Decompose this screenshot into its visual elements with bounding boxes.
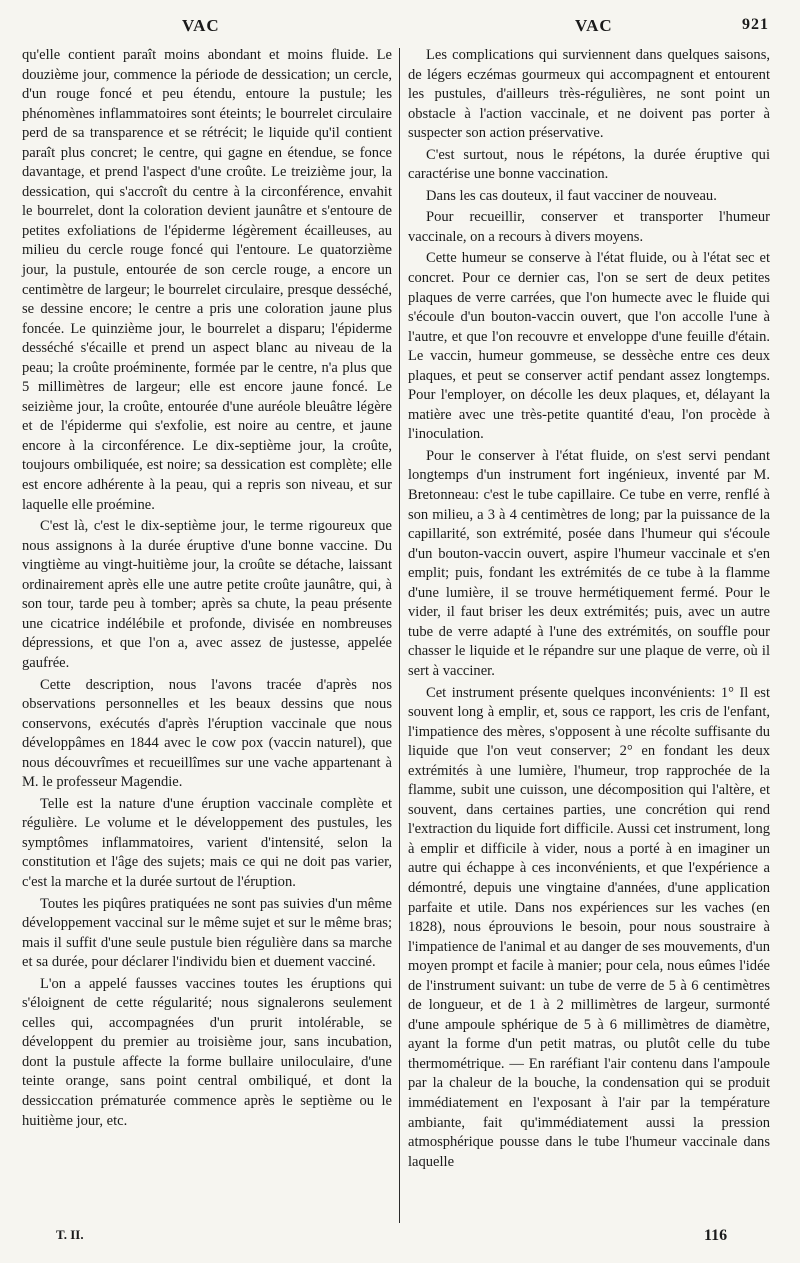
column-divider <box>399 48 400 1223</box>
paragraph: L'on a appelé fausses vaccines toutes les éruptions qui s'éloignent de cette régularité; nous signalerons seulement celles qui, accompagnées d'un prurit intolérable, se développent du premier au troisième jour, sans incubation, dont la pustule affecte la forme bullaire uniloculaire, d'une teinte orange, sans point central ombiliqué, et dont la dessiccation prématurée commence après le septième ou le huitième jour, etc. <box>22 975 392 1129</box>
page-number: 921 <box>742 16 769 33</box>
paragraph: Toutes les piqûres pratiquées ne sont pas suivies d'un même développement vaccinal sur le même sujet et sur le même bras; mais il suffit d'une seule pustule bien régulière dans sa marche et sa durée, pour déclarer l'individu bien et duement vacciné. <box>22 895 392 971</box>
paragraph: qu'elle contient paraît moins abondant et moins fluide. Le douzième jour, commence la période de dessication; un cercle, d'un rouge foncé et peu étendu, entoure la pustule; les phénomènes inflammatoires sont éteints; le bourrelet circulaire perd de sa transparence et se rétrécit; le liquide qu'il contient paraît plus concret; le centre, qui gagne en étendue, se fonce davantage, et prend l'aspect d'une croûte. Le treizième jour, la dessication, qui s'accroît du centre à la circonférence, envahit le bourrelet, dont la coloration devient jaunâtre et s'entoure de petites exfoliations de l'épiderme légèrement écailleuses, au milieu du cercle rouge foncé qui l'entoure. Le quatorzième jour, la pustule, entourée de son cercle rouge, a encore un centimètre de largeur; le bourrelet circulaire, presque desséché, se dessine encore; le centre a pris une coloration jaune plus foncée. Le quinzième jour, le bourrelet a disparu; l'épiderme desséché s'écaille et prend un aspect blanc au niveau de la peau; la croûte proéminente, formée par le centre, n'a plus que 5 millimètres de largeur; elle est encore jaune foncé. Le seizième jour, la croûte, entourée d'une auréole bleuâtre légère et de l'épiderme qui s'exfolie, est noire au centre, et jaune encore à la circonférence. Le dix-septième jour, la croûte, toujours ombiliquée, est noire; sa dessication est complète; elle est encore adhérente à la peau, qui a repris son niveau, et sur laquelle elle proémine. <box>22 47 392 513</box>
paragraph: Dans les cas douteux, il faut vacciner de nouveau. <box>426 187 717 204</box>
paragraph: Les complications qui surviennent dans quelques saisons, de légers eczémas gourmeux qui accompagnent et entourent les pustules, d'ailleurs très-régulières, ne sont point un obstacle à l'action vaccinale, et ne doivent pas porter à suspecter son action préservative. <box>408 47 770 142</box>
left-column <box>22 46 392 1131</box>
running-head-right: VAC <box>575 16 613 35</box>
paragraph: Pour le conserver à l'état fluide, on s'est servi pendant longtemps d'un instrument fort ingénieux, inventé par M. Bretonneau: c'est le tube capillaire. Ce tube en verre, renflé à son milieu, a 3 à 4 centimètres de long; par la puissance de la capillarité, son extrémité, posée dans l'humeur qui s'écoule d'un bouton-vaccin ouvert, aspire l'humeur vaccinale et s'en emplit; puis, fondant les extrémités de ce tube à la flamme d'une lumière, il se trouve hermétiquement fermé. Pour le vider, il faut briser les deux extrémités; puis, avec un autre tube de verre adapté à l'une des extrémités, on souffle pour chasser le liquide et le répandre sur une plaque de verre, où il sert à vacciner. <box>408 447 770 679</box>
running-head-left: VAC <box>182 16 220 35</box>
paragraph: Cet instrument présente quelques inconvénients: 1° Il est souvent long à emplir, et, sous ce rapport, les cris de l'enfant, l'impatience des mères, s'opposent à une récolte suffisante du liquide que l'on veut conserver; 2° en fondant les deux extrémités à une lumière, l'humeur, trop rapprochée de la flamme, subit une cuisson, une décomposition qui l'altère, et souvent, dans certaines parties, une concrétion qui rend l'extraction du liquide fort difficile. Aussi cet instrument, long à emplir et difficile à vider, nous a porté à en imaginer un autre qui échappe à ces inconvénients, et que l'expérience a démontré, depuis une vingtaine d'années, d'une application parfaite et utile. Dans nos expériences sur les vaches (en 1828), nous éprouvions le besoin, pour nous soustraire à l'impatience de l'animal et au danger de ses mouvements, d'un moyen prompt et facile à manier; pour cela, nous eûmes l'idée de l'instrument suivant: un tube de verre de 5 à 6 centimètres de longueur, et de 1 à 2 millimètres de largeur, surmonté d'une ampoule sphérique de 5 à 6 millimètres de diamètre, ayant la forme d'un petit matras, ou plutôt celle du tube thermométrique. — En raréfiant l'air contenu dans l'ampoule par la chaleur de la bouche, la condensation qui se produit immédiatement en l'exposant à l'air par la température ambiante, fait qu'immédiatement aussi la pression atmosphérique pousse dans le tube l'humeur vaccinale dans laquelle <box>408 684 770 1170</box>
right-column <box>408 46 770 1172</box>
paragraph: C'est surtout, nous le répétons, la durée éruptive qui caractérise une bonne vaccination. <box>408 146 770 183</box>
volume-mark: T. II. <box>56 1227 84 1242</box>
paragraph: Cette description, nous l'avons tracée d'après nos observations personnelles et les beaux dessins que nous conservons, exécutés d'après l'éruption vaccinale que nous développâmes en 1844 avec le cow pox (vaccin naturel), que nous découvrîmes et recueillîmes sur une vache appartenant à M. le professeur Magendie. <box>22 676 392 791</box>
paragraph: Telle est la nature d'une éruption vaccinale complète et régulière. Le volume et le développement des pustules, les symptômes inflammatoires, varient d'intensité, selon la constitution et l'âge des sujets; mais ce qui ne doit pas varier, c'est la marche et la durée surtout de l'éruption. <box>22 795 392 890</box>
paragraph: Cette humeur se conserve à l'état fluide, ou à l'état sec et concret. Pour ce dernier cas, l'on se sert de deux petites plaques de verre carrées, que l'on humecte avec le fluide qui s'écoule d'un bouton-vaccin ouvert, que l'on accolle l'une à l'autre, et que l'on recouvre et enveloppe d'une feuille d'étain. Le vaccin, humeur gommeuse, se dessèche entre ces deux plaques, et peut se conserver actif pendant assez longtemps. Pour l'employer, on décolle les deux plaques, et, délayant la matière avec une très-petite quantité d'eau, l'on procède à l'inoculation. <box>408 250 770 443</box>
paragraph: C'est là, c'est le dix-septième jour, le terme rigoureux que nous assignons à la durée éruptive d'une bonne vaccine. Du vingtième au vingt-huitième jour, la croûte se détache, laissant ordinairement après elle une autre petite croûte jaunâtre, qui, à son tour, tarde peu à tomber; après sa chute, la peau présente une cicatrice indélébile et profonde, divisée en nombreuses dépressions, et que l'on a, avec assez de justesse, appelée gaufrée. <box>22 518 392 671</box>
signature-mark: 116 <box>704 1227 728 1244</box>
paragraph: Pour recueillir, conserver et transporter l'humeur vaccinale, on a recours à divers moyens. <box>408 209 770 245</box>
